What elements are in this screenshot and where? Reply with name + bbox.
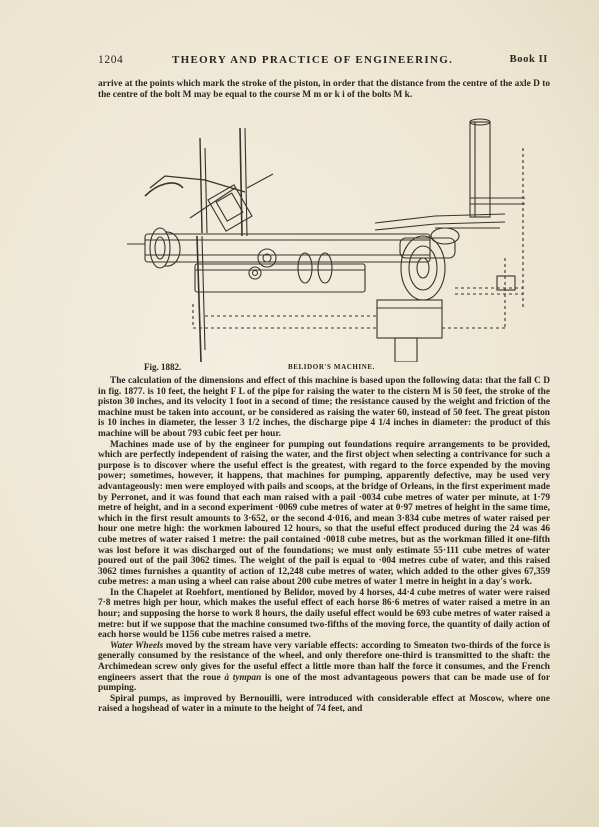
roue-a-tympan: à tympan <box>224 672 262 683</box>
belidor-machine-illustration <box>105 118 535 362</box>
figure-title: BELIDOR'S MACHINE. <box>288 363 376 371</box>
water-wheels-text-1: moved by the stream have very variable effects: according to Smeaton two-thirds of the force is generally consumed by the resistance of the wheel, and only therefore one-third is transmitted to the shaft: the Archimedean screw only gives for the useful effect a little more than half the force it consumes, and the French engineers assert that the roue <box>98 640 550 683</box>
body-text <box>98 376 550 715</box>
page-number: 1204 <box>98 54 124 66</box>
running-title: THEORY AND PRACTICE OF ENGINEERING. <box>172 54 454 66</box>
paragraph-calculation: The calculation of the dimensions and effect of this machine is based upon the following data: that the fall C D in fig. 1877. is 10 feet, the height F L of the pipe for raising the water to the cistern M is 50 feet, the stroke of the piston 30 inches, and its velocity 1 foot in a second of time; the resistance caused by the weight and friction of the machine must be taken into account, or be considered as raising the water 60, instead of 50 feet. The great piston is 10 inches in diameter, the lesser 3 1/2 inches, the discharge pipe 4 1/4 inches in diameter: the product of this machine will be about 793 cubic feet per hour. <box>98 376 550 439</box>
running-header <box>98 54 550 68</box>
paragraph-chapelet: In the Chapelet at Roehfort, mentioned by Belidor, moved by 4 horses, 44·4 cube metres of water were raised 7·8 metres high per hour, which makes the useful effect of each horse 86·6 metres of water raised a metre in an hour; and supposing the horse to work 8 hours, the daily useful effect would be 693 cube metres of water raised a metre: but if we suppose that the machine consumed two-fifths of the moving force, the quantity of daily action of each horse would be 1156 cube metres raised a metre. <box>98 587 550 641</box>
book-label: Book II <box>509 54 548 65</box>
figure-caption <box>98 362 550 374</box>
paragraph-pumping-machines: Machines made use of by the engineer for pumping out foundations require arrangements to be provided, which are perfectly independent of raising the water, and the first object when selecting a contrivance for such a purpose is to discover where the useful effect is the greatest, with regard to the force expended by the moving power; sometimes, however, it happens, that machines for pumping, apparently defective, may be used very advantageously: men were employed with pails and scoops, at the bridge of Orleans, in the first experiment made by Perronet, and it was found that each man raised with a pail ·0034 cube metres of water per minute, at 1·79 metre of height, and in a second experiment ·0069 cube metres of water at 0·97 metres of height in the same time, which in the first result amounts to 3·652, or the second 4·016, and mean 3·834 cube metres of water raised per hour one metre high: the workmen laboured 12 hours, so that the useful effect produced during the 24 was 46 cube metres of water raised 1 metre: the pail contained ·0018 cube metres, but as the workman filled it one-fifth was lost before it was discharged out of the foundations; we must only estimate 55·111 cube metres of water poured out of the pail 3062 times. The weight of the pail is equal to ·004 metres cube of water, and this raised 3062 times furnishes a quantity of action of 12,248 cube metres of water, which added to the other gives 67,359 cube metres: a man using a wheel can raise about 200 cube metres of water 1 metre in height in a day's work. <box>98 439 550 588</box>
intro-text <box>98 79 550 100</box>
intro-paragraph: arrive at the points which mark the stroke of the piston, in order that the distance from the centre of the axle D to the centre of the bolt M may be equal to the course M m or k i of the bolts M k. <box>98 79 550 100</box>
figure-number: Fig. 1882. <box>144 362 182 372</box>
paragraph-water-wheels <box>98 641 550 694</box>
water-wheels-text-2: is one of the most advantageous powers that can be made use of for pumping. <box>98 672 550 694</box>
water-wheels-lead: Water Wheels <box>110 640 164 651</box>
paragraph-spiral-pumps: Spiral pumps, as improved by Bernouilli, were introduced with considerable effect at Moscow, where one raised a hogshead of water in a minute to the height of 74 feet, and <box>98 693 550 715</box>
